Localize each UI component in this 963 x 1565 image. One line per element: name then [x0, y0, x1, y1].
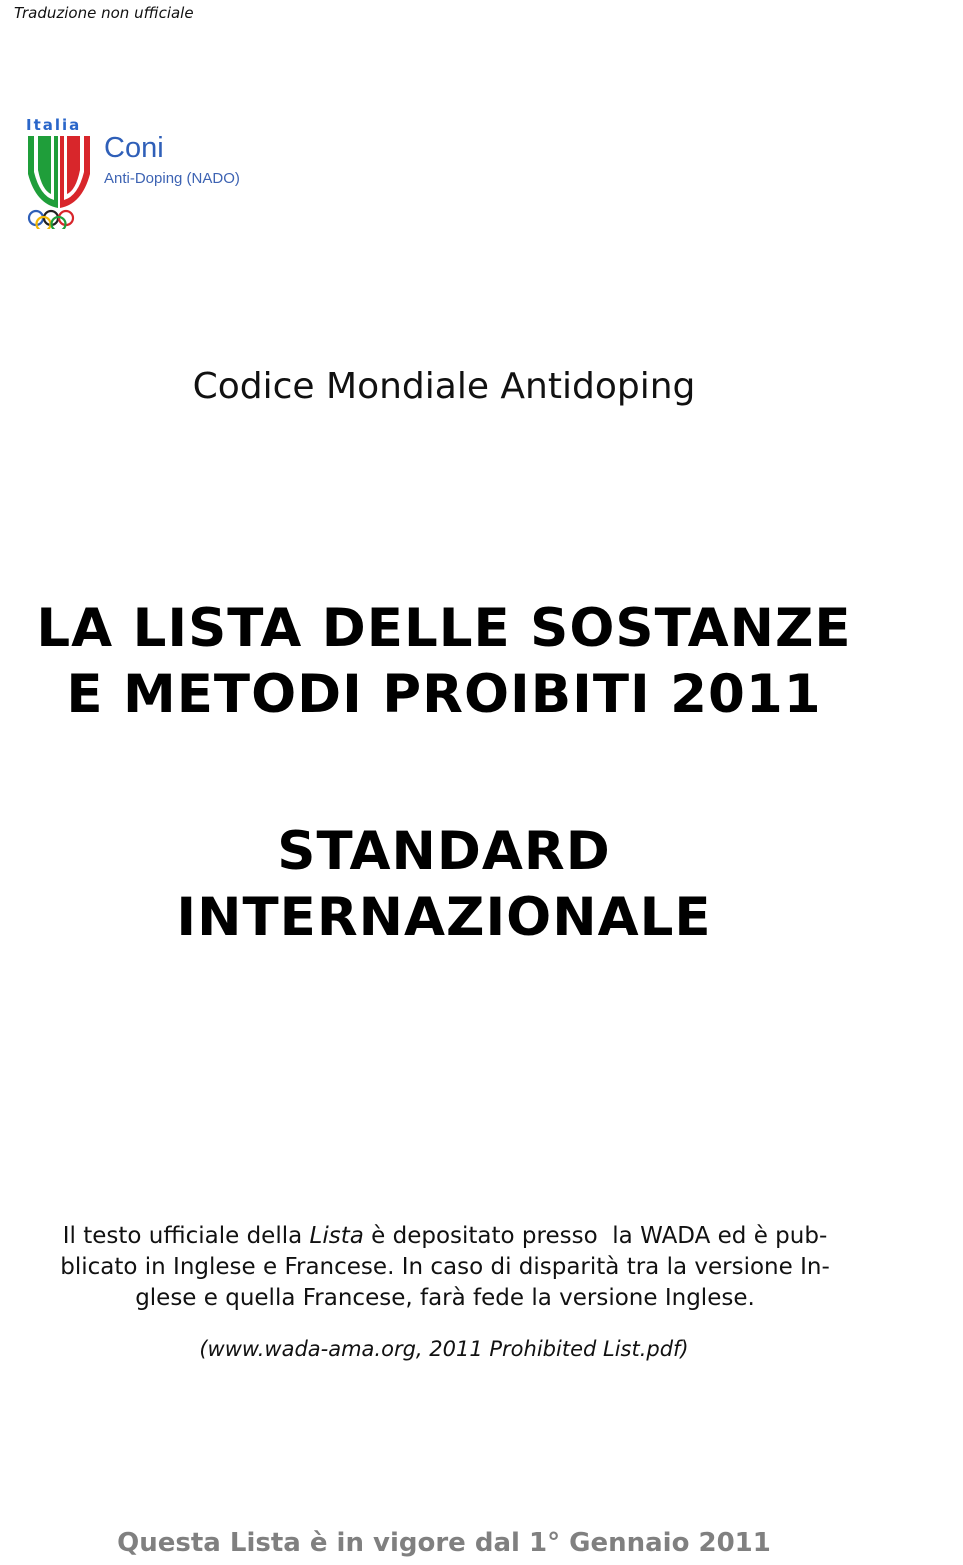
notice-line-1 [14, 1221, 876, 1252]
notice-line-2: blicato in Inglese e Francese. In caso di disparità tra la versione In- [60, 1254, 830, 1280]
notice-line-1-pre: Il testo ufficiale della [62, 1223, 310, 1249]
effective-date-footer: Questa Lista è in vigore dal 1° Gennaio 2011 [117, 1528, 771, 1558]
logo-name: Coni [104, 132, 164, 164]
logo-subtitle: Anti-Doping (NADO) [104, 170, 240, 187]
standard-line-1: STANDARD [277, 821, 611, 882]
notice-line-3: glese e quella Francese, farà fede la versione Inglese. [135, 1285, 755, 1311]
standard-line-2: INTERNAZIONALE [176, 887, 712, 948]
notice-line-1-post: è depositato presso la WADA ed è pub- [363, 1223, 828, 1249]
logo-country-text: Italia [26, 116, 82, 134]
logo-flag-emblem-icon [24, 134, 94, 229]
coni-logo [22, 114, 282, 229]
title-line-1: LA LISTA DELLE SOSTANZE [36, 598, 852, 659]
document-title [0, 596, 888, 728]
standard-title [0, 819, 888, 951]
title-line-2: E METODI PROIBITI 2011 [66, 664, 822, 725]
code-subtitle: Codice Mondiale Antidoping [192, 366, 696, 407]
notice-lista-emphasis: Lista [309, 1223, 364, 1249]
official-text-notice [14, 1221, 876, 1314]
unofficial-translation-note: Traduzione non ufficiale [14, 4, 194, 22]
source-reference: (www.wada-ama.org, 2011 Prohibited List.pdf) [199, 1337, 689, 1361]
